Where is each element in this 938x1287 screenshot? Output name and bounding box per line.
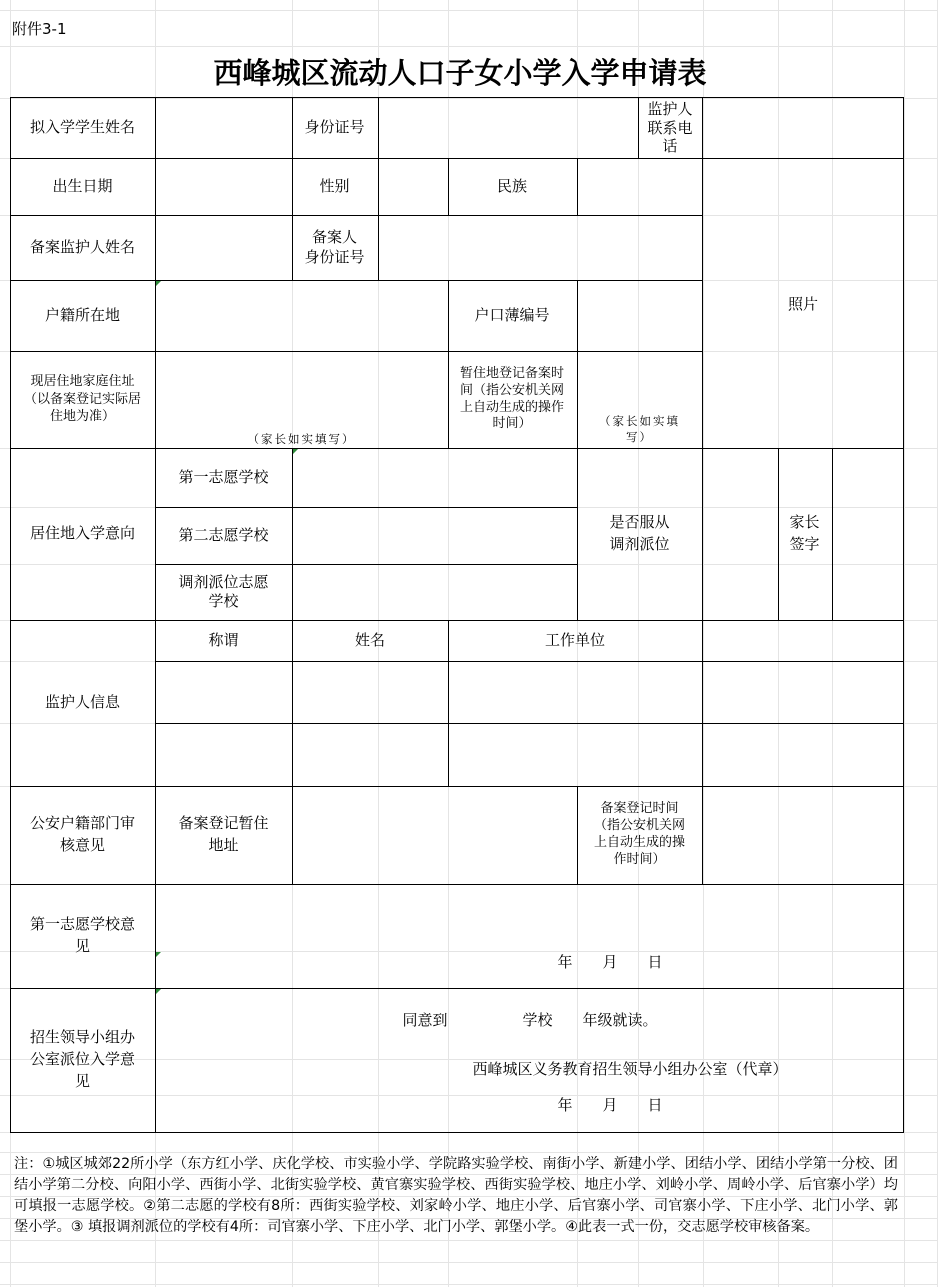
input-hukou-location[interactable] [156,281,447,350]
label-registered-guardian-id: 备案人 身份证号 [304,228,365,266]
input-registered-guardian-id[interactable] [378,216,702,279]
label-birth-date: 出生日期 [52,176,113,195]
column-header-employer: 工作单位 [544,630,605,649]
label-guardian-phone: 监护人 联系电 话 [647,99,693,156]
admission-agree-text: 同意到 学校 年级就读。 [402,1011,658,1030]
label-guardian-info: 监护人信息 [44,693,120,712]
hint-time-fill-truthfully: （家长如实填 写） [599,414,680,444]
admissions-office-name: 西峰城区义务教育招生领导小组办公室（代章） [472,1060,788,1079]
gridline-horizontal [0,1284,938,1285]
label-temp-registration-time: 暂住地登记备案时 间（指公安机关网 上自动生成的操作 时间） [459,365,564,432]
label-enrollment-intent: 居住地入学意向 [29,524,135,543]
input-first-choice-school[interactable] [293,449,576,506]
input-birth-date[interactable] [156,159,291,214]
input-accept-adjustment[interactable] [703,449,777,619]
input-registered-temp-address[interactable] [293,787,576,883]
label-parent-signature: 家长 签字 [789,513,820,553]
label-photo: 照片 [787,295,818,313]
gridline-horizontal [0,1152,938,1153]
attachment-label: 附件3-1 [12,20,67,39]
label-gender: 性别 [319,176,350,195]
input-hukou-book-number[interactable] [577,281,702,350]
hint-address-fill-truthfully: （家长如实填写） [247,431,356,446]
footnote: 注：①城区城郊22所小学（东方红小学、庆化学校、市实验小学、学院路实验学校、南街小学、新建小学、团结小学、团结小学第一分校、团结小学第二分校、向阳小学、西街小学、北街实验学校、黄官寨实验学校、西街实验学校、地庄小学、刘岭小学、周岭小学、后官寨小学）均可填报一志愿学校。②第二志愿的学校有8所：西街实验学校、刘家岭小学、地庄小学、后官寨小学、司官寨小学、下庄小学、北门小学、郭堡小学。③ 填报调剂派位的学校有4所：司官寨小学、下庄小学、北门小学、郭堡小学。④此表一式一份，交志愿学校审核备案。 [14,1156,898,1235]
input-student-name[interactable] [156,99,291,157]
label-student-name: 拟入学学生姓名 [29,118,135,137]
border-vertical [903,97,904,1133]
label-first-school-opinion: 第一志愿学校意 见 [29,915,135,955]
gridline-vertical [904,0,905,1287]
label-registered-temp-address: 备案登记暂住 地址 [178,814,269,854]
admissions-date-line: 年 月 日 [557,1096,663,1115]
label-hukou-location: 户籍所在地 [44,305,120,324]
label-registration-time: 备案登记时间 （指公安机关网 上自动生成的操 作时间） [593,801,685,867]
label-adjustment-school: 调剂派位志愿 学校 [178,572,269,610]
input-ethnicity[interactable] [577,159,702,214]
gridline-horizontal [0,46,938,47]
column-header-relation: 称谓 [208,630,239,649]
label-accept-adjustment: 是否服从 调剂派位 [609,513,670,553]
cell-comment-marker [156,989,161,994]
input-second-choice-school[interactable] [293,508,576,563]
first-school-date-line: 年 月 日 [557,953,663,972]
guardian-row-1[interactable] [156,662,903,723]
input-guardian-phone[interactable] [703,99,903,157]
input-registered-guardian-name[interactable] [156,216,291,279]
input-id-number[interactable] [378,99,637,157]
input-adjustment-school[interactable] [293,565,576,619]
input-registration-time[interactable] [703,787,903,883]
label-second-choice-school: 第二志愿学校 [178,525,269,544]
guardian-row-2[interactable] [156,724,903,785]
label-ethnicity: 民族 [496,176,527,195]
input-gender[interactable] [378,159,447,214]
label-admissions-office-opinion: 招生领导小组办 公室派位入学意 见 [29,1028,135,1090]
label-hukou-book-number: 户口薄编号 [474,305,550,324]
label-police-opinion: 公安户籍部门审 核意见 [29,814,135,854]
border-horizontal [10,1132,904,1133]
label-first-choice-school: 第一志愿学校 [178,467,269,486]
label-current-address: 现居住地家庭住址 （以备案登记实际居 住地为准） [23,374,141,425]
page-title: 西峰城区流动人口子女小学入学申请表 [213,55,707,90]
gridline-horizontal [0,10,938,11]
label-id-number: 身份证号 [304,118,365,137]
label-registered-guardian-name: 备案监护人姓名 [29,237,135,256]
input-parent-signature[interactable] [832,449,903,619]
column-header-name: 姓名 [354,630,385,649]
